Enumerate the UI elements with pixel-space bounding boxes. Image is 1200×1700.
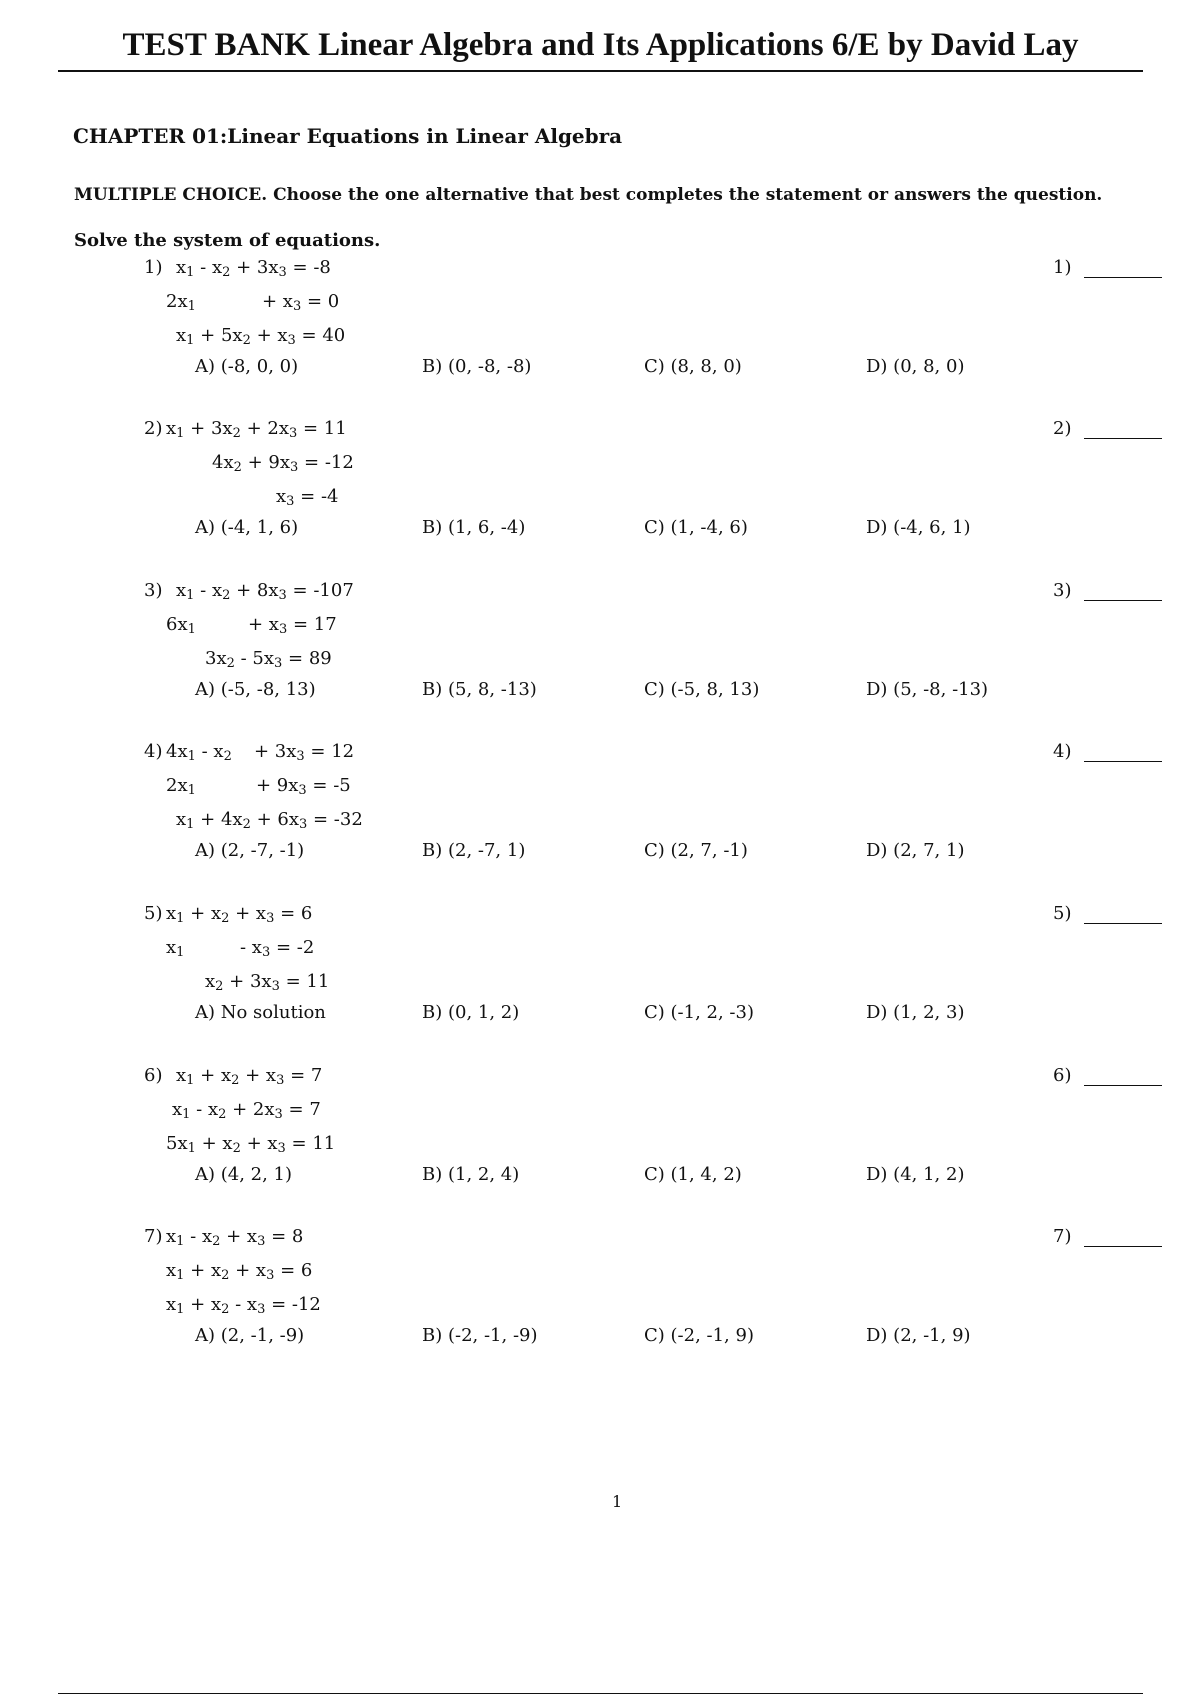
equation-line: $4x_1 - x_2$	[166, 741, 232, 764]
answer-label: 6)	[1053, 1065, 1072, 1086]
question-1	[0, 257, 1200, 407]
choice-d: D) (4, 1, 2)	[866, 1164, 965, 1185]
answer-label: 5)	[1053, 903, 1072, 924]
document-title: TEST BANK Linear Algebra and Its Applications 6/E by David Lay	[58, 20, 1143, 72]
question-number: 5)	[144, 903, 163, 924]
answer-blank[interactable]	[1084, 1246, 1162, 1247]
answer-label: 1)	[1053, 257, 1072, 278]
equation-line: $x_1 + 5x_2 + x_3 = 40$	[176, 325, 346, 348]
answer-label: 3)	[1053, 580, 1072, 601]
question-number: 2)	[144, 418, 163, 439]
choice-d: D) (1, 2, 3)	[866, 1002, 965, 1023]
choice-b: B) (0, -8, -8)	[422, 356, 532, 377]
equation-line: - $x_3 = -2$	[240, 937, 315, 960]
choice-a: A) No solution	[195, 1002, 326, 1023]
choice-c: C) (1, 4, 2)	[644, 1164, 742, 1185]
answer-blank[interactable]	[1084, 277, 1162, 278]
choice-c: C) (-1, 2, -3)	[644, 1002, 754, 1023]
choice-c: C) (8, 8, 0)	[644, 356, 742, 377]
answer-blank[interactable]	[1084, 1085, 1162, 1086]
equation-line: $x_1$	[166, 937, 185, 960]
question-7	[0, 1226, 1200, 1376]
choice-d: D) (5, -8, -13)	[866, 679, 989, 700]
answer-blank[interactable]	[1084, 438, 1162, 439]
choice-b: B) (0, 1, 2)	[422, 1002, 520, 1023]
equation-line: $x_1 - x_2 + 8x_3 = -107$	[176, 580, 354, 603]
section-label: Solve the system of equations.	[74, 230, 381, 251]
instructions-text: MULTIPLE CHOICE. Choose the one alternative that best completes the statement or answers the question.	[74, 185, 1103, 205]
equation-line: $x_3 = -4$	[276, 486, 339, 509]
question-number: 4)	[144, 741, 163, 762]
equation-line: $2x_1$	[166, 775, 196, 798]
equation-line: $5x_1 + x_2 + x_3 = 11$	[166, 1133, 336, 1156]
chapter-heading: CHAPTER 01:Linear Equations in Linear Algebra	[73, 124, 623, 148]
question-6	[0, 1065, 1200, 1215]
answer-label: 4)	[1053, 741, 1072, 762]
answer-label: 7)	[1053, 1226, 1072, 1247]
equation-line: + $x_3 = 0$	[262, 291, 340, 314]
question-5	[0, 903, 1200, 1053]
choice-a: A) (-5, -8, 13)	[195, 679, 316, 700]
choice-a: A) (-4, 1, 6)	[195, 517, 299, 538]
choice-c: C) (1, -4, 6)	[644, 517, 748, 538]
choice-d: D) (2, -1, 9)	[866, 1325, 971, 1346]
choice-b: B) (-2, -1, -9)	[422, 1325, 538, 1346]
answer-blank[interactable]	[1084, 600, 1162, 601]
equation-line: + $x_3 = 17$	[248, 614, 337, 637]
question-4	[0, 741, 1200, 891]
choice-a: A) (2, -1, -9)	[195, 1325, 305, 1346]
equation-line: $x_1 + x_2 + x_3 = 6$	[166, 903, 313, 926]
choice-c: C) (2, 7, -1)	[644, 840, 748, 861]
choice-d: D) (0, 8, 0)	[866, 356, 965, 377]
answer-blank[interactable]	[1084, 761, 1162, 762]
footer-rule	[58, 1693, 1143, 1694]
equation-line: $x_1 + 4x_2 + 6x_3 = -32$	[176, 809, 363, 832]
equation-line: $x_1 - x_2 + 3x_3 = -8$	[176, 257, 331, 280]
equation-line: $x_2 + 3x_3 = 11$	[205, 971, 330, 994]
question-number: 7)	[144, 1226, 163, 1247]
choice-c: C) (-2, -1, 9)	[644, 1325, 754, 1346]
equation-line: $x_1 + 3x_2 + 2x_3 = 11$	[166, 418, 347, 441]
answer-blank[interactable]	[1084, 923, 1162, 924]
choice-b: B) (1, 6, -4)	[422, 517, 526, 538]
choice-b: B) (1, 2, 4)	[422, 1164, 520, 1185]
equation-line: $2x_1$	[166, 291, 196, 314]
choice-d: D) (-4, 6, 1)	[866, 517, 971, 538]
question-number: 6)	[144, 1065, 163, 1086]
equation-line: $4x_2 + 9x_3 = -12$	[212, 452, 354, 475]
question-2	[0, 418, 1200, 568]
choice-b: B) (5, 8, -13)	[422, 679, 537, 700]
equation-line: $3x_2 - 5x_3 = 89$	[205, 648, 332, 671]
choice-d: D) (2, 7, 1)	[866, 840, 965, 861]
equation-line: $x_1 + x_2 - x_3 = -12$	[166, 1294, 321, 1317]
question-3	[0, 580, 1200, 730]
question-number: 3)	[144, 580, 163, 601]
choice-b: B) (2, -7, 1)	[422, 840, 526, 861]
equation-line: + $9x_3 = -5$	[256, 775, 351, 798]
question-number: 1)	[144, 257, 163, 278]
choice-a: A) (2, -7, -1)	[195, 840, 305, 861]
choice-a: A) (-8, 0, 0)	[195, 356, 299, 377]
page-number: 1	[612, 1492, 623, 1511]
answer-label: 2)	[1053, 418, 1072, 439]
equation-line: + $3x_3 = 12$	[254, 741, 355, 764]
choice-a: A) (4, 2, 1)	[195, 1164, 293, 1185]
equation-line: $x_1 - x_2 + x_3 = 8$	[166, 1226, 304, 1249]
equation-line: $x_1 + x_2 + x_3 = 6$	[166, 1260, 313, 1283]
equation-line: $6x_1$	[166, 614, 196, 637]
equation-line: $x_1 - x_2 + 2x_3 = 7$	[172, 1099, 321, 1122]
choice-c: C) (-5, 8, 13)	[644, 679, 760, 700]
equation-line: $x_1 + x_2 + x_3 = 7$	[176, 1065, 323, 1088]
